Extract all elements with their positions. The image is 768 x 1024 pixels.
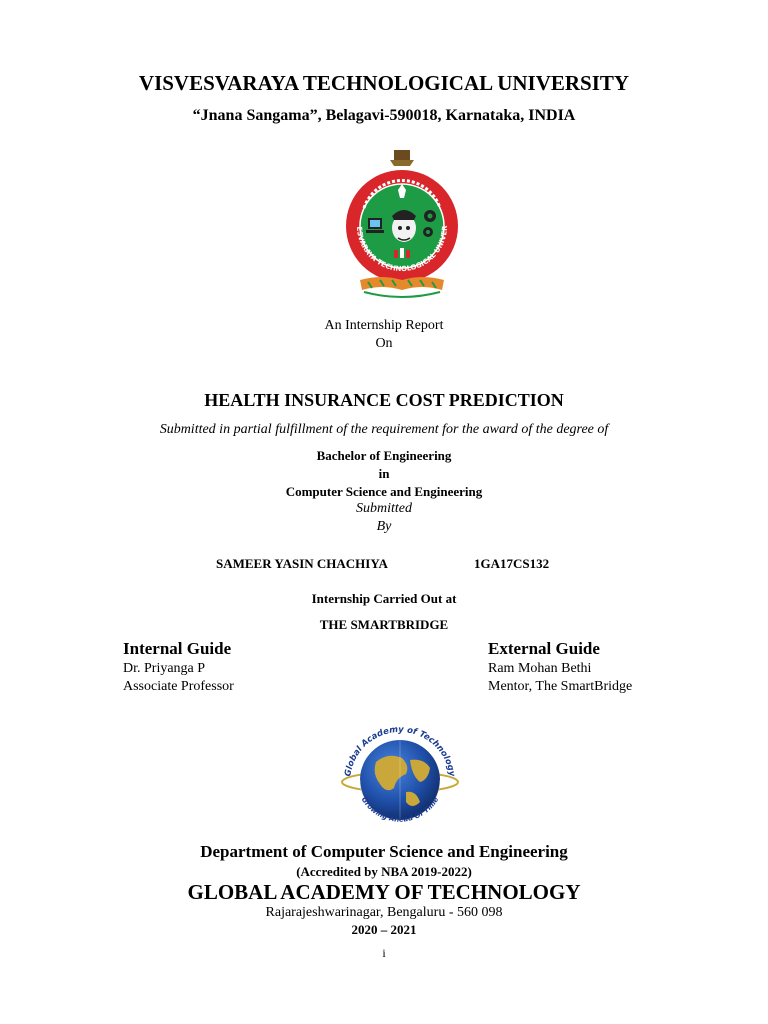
university-address: “Jnana Sangama”, Belagavi-590018, Karnataka, INDIA: [192, 107, 576, 124]
gat-logo-top-text: Global Academy of Technology: [343, 724, 457, 778]
department-name: Department of Computer Science and Engineering: [200, 842, 568, 861]
branch-name: Computer Science and Engineering: [285, 484, 483, 499]
report-title: HEALTH INSURANCE COST PREDICTION: [204, 390, 564, 410]
internal-guide-name: Dr. Priyanga P: [123, 661, 206, 676]
college-name: GLOBAL ACADEMY OF TECHNOLOGY: [187, 880, 581, 904]
accreditation-text: (Accredited by NBA 2019-2022): [296, 864, 472, 879]
external-guide-name: Ram Mohan Bethi: [488, 661, 592, 676]
external-guide-designation: Mentor, The SmartBridge: [488, 679, 633, 694]
college-address: Rajarajeshwarinagar, Bengaluru - 560 098: [265, 905, 503, 920]
page-number: i: [382, 946, 386, 960]
globe-logo-icon: [336, 722, 464, 834]
vtu-ring-text: ESVARAYA TECHNOLOGICAL UNIVER: [354, 225, 450, 274]
academic-year: 2020 – 2021: [351, 922, 417, 937]
gat-logo-bottom-text: Growing Ahead Of Time: [359, 795, 441, 824]
submitted-text: Submitted: [356, 501, 412, 516]
by-text: By: [376, 519, 392, 534]
university-name: VISVESVARAYA TECHNOLOGICAL UNIVERSITY: [138, 71, 630, 95]
internal-guide-designation: Associate Professor: [123, 679, 234, 694]
report-on: On: [375, 336, 393, 351]
internal-guide-heading: Internal Guide: [123, 639, 232, 658]
degree-name: Bachelor of Engineering: [316, 448, 452, 463]
submitted-partial-text: Submitted in partial fulfillment of the requirement for the award of the degree of: [159, 422, 609, 437]
report-label: An Internship Report: [324, 318, 444, 333]
internship-carried-out: Internship Carried Out at: [311, 591, 457, 606]
external-guide-heading: External Guide: [488, 639, 600, 658]
company-name: THE SMARTBRIDGE: [319, 617, 449, 632]
student-usn: 1GA17CS132: [474, 556, 550, 571]
student-name: SAMEER YASIN CHACHIYA: [216, 556, 388, 571]
degree-in: in: [378, 466, 390, 481]
vtu-emblem-icon: [342, 146, 462, 306]
